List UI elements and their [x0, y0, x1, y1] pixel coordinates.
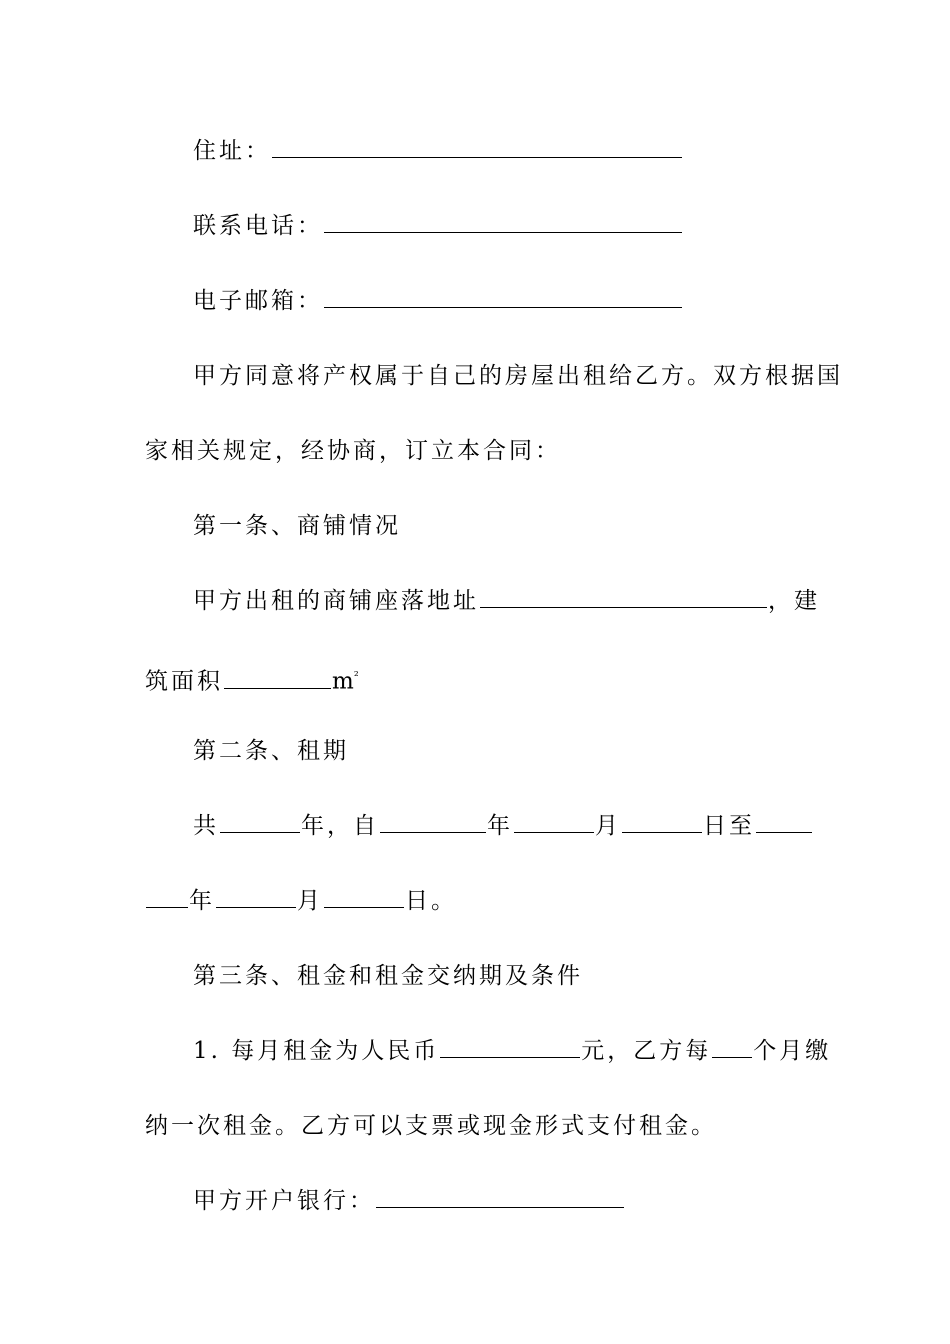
- start-day-blank: [622, 806, 702, 833]
- article1-heading: 第一条、商铺情况: [193, 513, 401, 539]
- article2-heading: 第二条、租期: [193, 738, 349, 764]
- bank-blank: [376, 1181, 624, 1208]
- phone-line: [0, 206, 950, 246]
- payment-months-label: 个月缴: [753, 1038, 832, 1064]
- term-years-blank: [220, 806, 300, 833]
- email-blank: [324, 281, 682, 308]
- monthly-rent-label: 1. 每月租金为人民币: [193, 1038, 440, 1064]
- monthly-rent-blank: [440, 1031, 580, 1058]
- intro-line-1: [0, 356, 950, 396]
- bank-label: 甲方开户银行：: [193, 1188, 375, 1214]
- end-month-blank: [216, 881, 296, 908]
- term-line-1: [0, 806, 950, 846]
- shop-address-blank: [480, 581, 767, 608]
- payment-every-label: 元，乙方每: [581, 1038, 712, 1064]
- article3-heading: 第三条、租金和租金交纳期及条件: [193, 963, 583, 989]
- term-from-label: 年，自: [301, 813, 379, 839]
- end-day-label: 日。: [405, 888, 457, 914]
- end-day-blank: [324, 881, 404, 908]
- article2-title: [0, 731, 950, 771]
- payment-months-blank: [712, 1031, 752, 1058]
- address-line: [0, 131, 950, 171]
- article1-line-1: [0, 581, 950, 621]
- intro-text-1: 甲方同意将产权属于自己的房屋出租给乙方。双方根据国: [193, 363, 843, 389]
- article1-line-2: [0, 656, 950, 696]
- intro-text-2: 家相关规定，经协商，订立本合同：: [145, 438, 561, 464]
- end-year-blank-start: [756, 806, 812, 833]
- bank-line: [0, 1181, 950, 1221]
- rent-line-2: [0, 1106, 950, 1146]
- start-year-label: 年: [487, 813, 513, 839]
- email-line: [0, 281, 950, 321]
- article3-title: [0, 956, 950, 996]
- address-blank: [272, 131, 682, 158]
- email-label: 电子邮箱：: [193, 288, 323, 314]
- area-blank: [224, 662, 331, 689]
- area-label: 筑面积: [145, 668, 223, 695]
- article1-title: [0, 506, 950, 546]
- address-label: 住址：: [193, 138, 271, 164]
- rent-line-1: [0, 1031, 950, 1071]
- end-year-label: 年: [189, 888, 215, 914]
- start-day-label: 日至: [703, 813, 755, 839]
- payment-method-text: 纳一次租金。乙方可以支票或现金形式支付租金。: [145, 1113, 717, 1139]
- area-unit: m: [332, 668, 354, 695]
- phone-label: 联系电话：: [193, 213, 323, 239]
- area-unit-superscript: ²: [353, 669, 359, 683]
- building-text: ，建: [768, 588, 820, 614]
- shop-address-label: 甲方出租的商铺座落地址: [193, 588, 479, 614]
- end-year-blank-cont: [146, 881, 188, 908]
- start-month-label: 月: [595, 813, 621, 839]
- intro-line-2: [0, 431, 950, 471]
- term-total-label: 共: [193, 813, 219, 839]
- start-year-blank: [380, 806, 486, 833]
- term-line-2: [0, 881, 950, 921]
- start-month-blank: [514, 806, 594, 833]
- phone-blank: [324, 206, 682, 233]
- end-month-label: 月: [297, 888, 323, 914]
